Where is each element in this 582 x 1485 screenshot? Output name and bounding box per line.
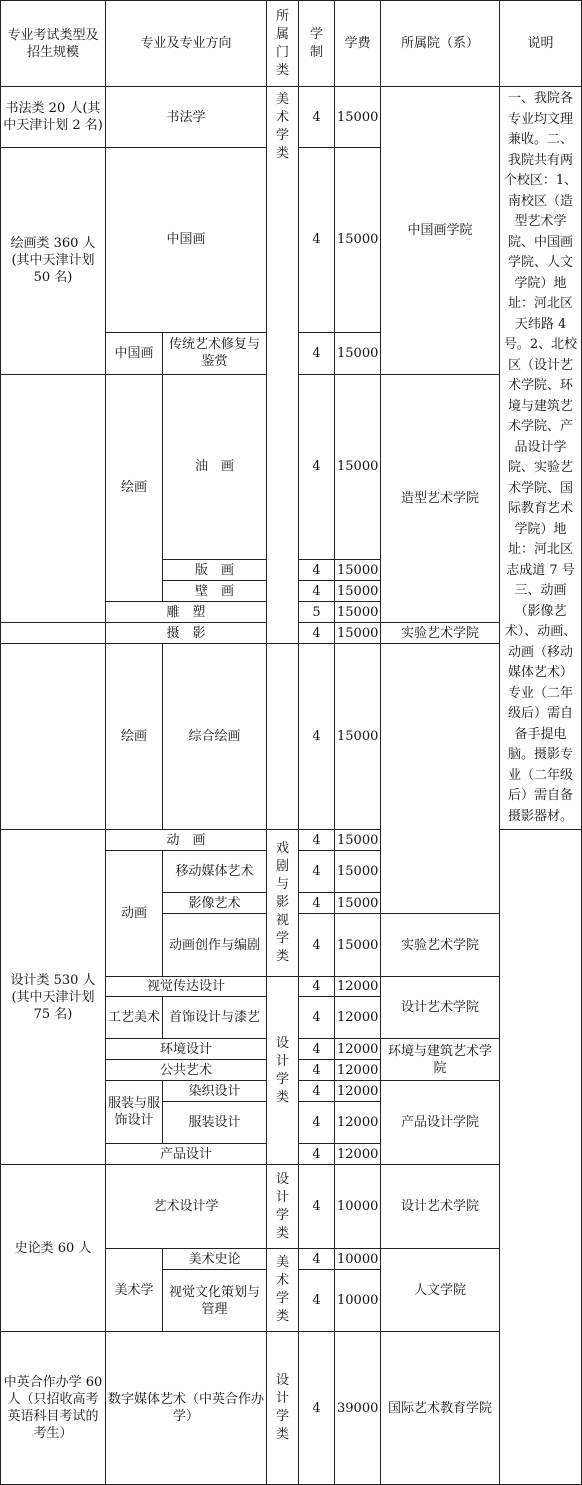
major-cell: 服装设计 <box>163 1102 267 1144</box>
fee-cell: 15000 <box>335 374 381 560</box>
category-blank <box>1 644 106 830</box>
discipline-design: 设计学类 <box>267 977 299 1165</box>
fee-cell: 10000 <box>335 1165 381 1249</box>
college-international: 国际艺术教育学院 <box>381 1332 500 1485</box>
fee-cell: 15000 <box>335 893 381 914</box>
major-cell: 移动媒体艺术 <box>163 851 267 893</box>
header-category: 专业考试类型及招生规模 <box>1 1 106 87</box>
duration-cell: 4 <box>299 1039 335 1060</box>
group-animation: 动画 <box>106 851 163 977</box>
header-college: 所属院（系） <box>381 1 500 87</box>
category-sino-british: 中英合作办学 60 人（只招收高考英语科目考试的考生） <box>1 1332 106 1485</box>
duration-cell: 4 <box>299 560 335 581</box>
note-cell <box>500 87 582 830</box>
major-cell: 艺术设计学 <box>106 1165 267 1249</box>
fee-cell: 15000 <box>335 623 381 644</box>
fee-cell: 15000 <box>335 148 381 333</box>
group-fashion: 服装与服饰设计 <box>106 1081 163 1144</box>
header-discipline: 所属门类 <box>267 1 299 87</box>
duration-cell: 4 <box>299 644 335 830</box>
fee-cell: 12000 <box>335 1102 381 1144</box>
duration-cell: 4 <box>299 893 335 914</box>
major-cell: 首饰设计与漆艺 <box>163 997 267 1039</box>
table-row <box>1 1165 582 1249</box>
header-major: 专业及专业方向 <box>106 1 267 87</box>
duration-cell: 4 <box>299 977 335 997</box>
fee-cell: 12000 <box>335 1081 381 1102</box>
major-cell: 数字媒体艺术（中英合作办学） <box>106 1332 267 1485</box>
table-row <box>1 644 582 830</box>
group-craft: 工艺美术 <box>106 997 163 1039</box>
duration-cell: 4 <box>299 1270 335 1332</box>
duration-cell: 4 <box>299 830 335 851</box>
fee-cell: 12000 <box>335 997 381 1039</box>
duration-cell: 4 <box>299 581 335 602</box>
major-cell: 产品设计 <box>106 1144 267 1165</box>
category-painting: 绘画类 360 人(其中天津计划 50 名) <box>1 148 106 375</box>
group-painting: 绘画 <box>106 374 163 602</box>
fee-cell: 15000 <box>335 560 381 581</box>
fee-cell: 15000 <box>335 332 381 374</box>
major-cell: 公共艺术 <box>106 1060 267 1081</box>
duration-cell: 4 <box>299 332 335 374</box>
fee-cell: 15000 <box>335 830 381 851</box>
major-cell: 视觉文化策划与管理 <box>163 1270 267 1332</box>
duration-cell: 4 <box>299 623 335 644</box>
duration-cell: 4 <box>299 997 335 1039</box>
note-blank <box>500 830 582 1485</box>
discipline-drama-film: 戏剧与影视学类 <box>267 830 299 977</box>
fee-cell: 15000 <box>335 87 381 148</box>
category-painting-blank <box>1 374 106 623</box>
header-fee: 学费 <box>335 1 381 87</box>
note-text: 一、我院各专业均文理兼收。二、我院共有两个校区：1、南校区（造型艺术学院、中国画学院、人文学院）地址：河北区天纬路 4 号。2、北校区（设计艺术学院、环境与建筑艺术学院、产品设计学院、实验艺术学院、国际教育艺术学院）地址：河北区志成道 7 号三、动画（影像艺术）、动画、动画（移动媒体艺术）专业（二年级后）需自备手提电脑。摄影专业（二年级后）需自备摄影器材。 <box>503 91 578 824</box>
major-cell: 染织设计 <box>163 1081 267 1102</box>
header-row <box>1 1 582 87</box>
college-modeling: 造型艺术学院 <box>381 374 500 623</box>
table-row <box>1 87 582 148</box>
category-calligraphy: 书法类 20 人(其中天津计划 2 名) <box>1 87 106 148</box>
college-design-2: 设计艺术学院 <box>381 1165 500 1249</box>
college-experimental: 实验艺术学院 <box>381 623 500 644</box>
fee-cell: 12000 <box>335 1039 381 1060</box>
duration-cell: 4 <box>299 1102 335 1144</box>
group-chinese-painting: 中国画 <box>106 332 163 374</box>
fee-cell: 15000 <box>335 851 381 893</box>
duration-cell: 4 <box>299 148 335 333</box>
discipline-fine-arts: 美术学类 <box>267 87 299 644</box>
college-blank <box>381 644 500 914</box>
header-note: 说明 <box>500 1 582 87</box>
duration-cell: 4 <box>299 1060 335 1081</box>
college-humanities: 人文学院 <box>381 1249 500 1332</box>
major-cell: 摄 影 <box>106 623 267 644</box>
major-cell: 雕 塑 <box>106 602 267 623</box>
major-cell: 动 画 <box>106 830 267 851</box>
college-environment: 环境与建筑艺术学院 <box>381 1039 500 1081</box>
duration-cell: 4 <box>299 914 335 977</box>
major-cell: 综合绘画 <box>163 644 267 830</box>
discipline-fine-arts-2: 美术学类 <box>267 1249 299 1332</box>
college-design: 设计艺术学院 <box>381 977 500 1039</box>
duration-cell: 4 <box>299 1144 335 1165</box>
fee-cell: 39000 <box>335 1332 381 1485</box>
duration-cell: 4 <box>299 1332 335 1485</box>
duration-cell: 4 <box>299 1249 335 1270</box>
header-duration: 学制 <box>299 1 335 87</box>
major-cell: 油 画 <box>163 374 267 560</box>
duration-cell: 4 <box>299 374 335 560</box>
fee-cell: 12000 <box>335 977 381 997</box>
major-cell: 壁 画 <box>163 581 267 602</box>
fee-cell: 15000 <box>335 644 381 830</box>
fee-cell: 12000 <box>335 1144 381 1165</box>
college-chinese-painting: 中国画学院 <box>381 87 500 375</box>
group-art-studies: 美术学 <box>106 1249 163 1332</box>
duration-cell: 4 <box>299 851 335 893</box>
major-cell: 中国画 <box>106 148 267 333</box>
discipline-design-3: 设计学类 <box>267 1332 299 1485</box>
major-cell: 美术史论 <box>163 1249 267 1270</box>
major-cell: 环境设计 <box>106 1039 267 1060</box>
fee-cell: 15000 <box>335 914 381 977</box>
college-product: 产品设计学院 <box>381 1081 500 1165</box>
duration-cell: 5 <box>299 602 335 623</box>
fee-cell: 15000 <box>335 602 381 623</box>
discipline-design-2: 设计学类 <box>267 1165 299 1249</box>
category-blank <box>1 623 106 644</box>
table-row <box>1 1332 582 1485</box>
fee-cell: 12000 <box>335 1060 381 1081</box>
category-history: 史论类 60 人 <box>1 1165 106 1332</box>
major-cell: 书法学 <box>106 87 267 148</box>
discipline-blank <box>267 644 299 830</box>
major-cell: 动画创作与编剧 <box>163 914 267 977</box>
major-cell: 版 画 <box>163 560 267 581</box>
duration-cell: 4 <box>299 1165 335 1249</box>
fee-cell: 15000 <box>335 581 381 602</box>
duration-cell: 4 <box>299 87 335 148</box>
duration-cell: 4 <box>299 1081 335 1102</box>
category-design: 设计类 530 人(其中天津计划 75 名) <box>1 830 106 1165</box>
college-experimental-2: 实验艺术学院 <box>381 914 500 977</box>
major-cell: 影像艺术 <box>163 893 267 914</box>
major-cell: 视觉传达设计 <box>106 977 267 997</box>
group-painting-2: 绘画 <box>106 644 163 830</box>
fee-cell: 10000 <box>335 1270 381 1332</box>
fee-cell: 10000 <box>335 1249 381 1270</box>
major-cell: 传统艺术修复与鉴赏 <box>163 332 267 374</box>
